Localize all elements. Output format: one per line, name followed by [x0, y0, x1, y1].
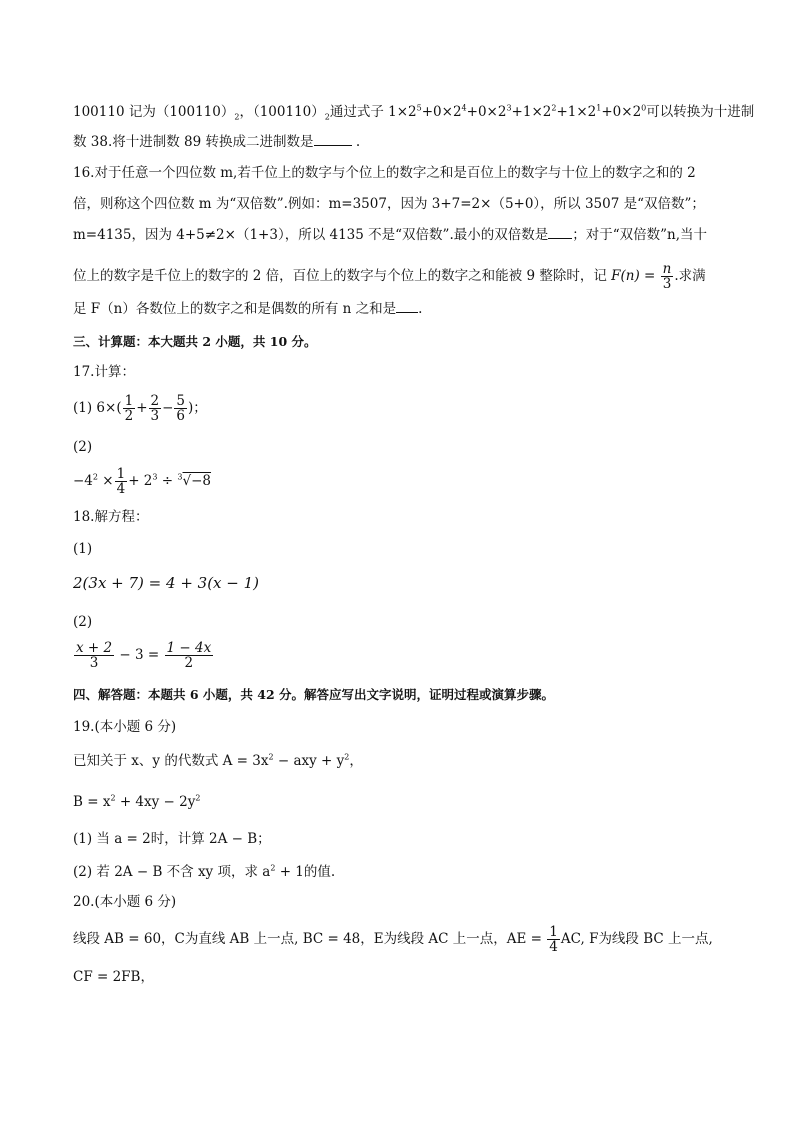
q16-line5: 足 F（n）各数位上的数字之和是偶数的所有 n 之和是 .	[73, 301, 423, 317]
q16-line2: 倍，则称这个四位数 m 为“双倍数”.例如：m=3507，因为 3+7=2×（5+0），所以 3507 是“双倍数”；	[73, 196, 705, 212]
q18-part2-equation: $\frac{x + 2}{3}$ − 3 = $\frac{1 - 4x}{2}$	[76, 640, 212, 671]
q17-part1: (1) 6×( $\frac{1}{2}$ + $\frac{2}{3}$ − $\frac{5}{6}$ )；	[73, 393, 207, 424]
q19-part1: (1) 当 a = 2时，计算 2A − B；	[73, 831, 271, 847]
q15-line2: 数 38.将十进制数 89 转换成二进制数是 .	[73, 134, 361, 150]
q19-part2: (2) 若 2A − B 不含 xy 项，求 $a^2 + 1$的值.	[73, 863, 336, 880]
q17-title: 17.计算：	[73, 364, 135, 380]
q18-part1-equation: 2(3x + 7) = 4 + 3(x − 1)	[73, 574, 260, 592]
q16-line3: m=4135，因为 4+5≠2×（1+3），所以 4135 不是“双倍数”.最小的双倍数是 ；对于“双倍数”n,当十	[73, 227, 708, 243]
q18-part1-label: (1)	[73, 541, 93, 557]
section-4-heading: 四、解答题：本题共 6 小题，共 42 分。解答应写出文字说明，证明过程或演算步骤。	[73, 687, 555, 702]
q20-line1: 线段 AB = 60，C为直线 AB 上一点, BC = 48，E为线段 AC 上一点，AE = $\frac{1}{4}$ AC, F为线段 BC 上一点,	[73, 924, 713, 955]
q20-line2: CF = 2FB，	[73, 969, 154, 985]
answer-blank	[396, 300, 418, 313]
q17-part2-expr: $-4^2$ × $\frac{1}{4}$ + $2^3 \div ^3√-8$	[73, 466, 212, 497]
q19-title: 19.(本小题 6 分)	[73, 719, 177, 735]
q19-line2: $B = x^2 + 4xy - 2y^2$	[73, 793, 201, 810]
q20-title: 20.(本小题 6 分)	[73, 894, 177, 910]
q16-line4: 位上的数字是千位上的数字的 2 倍，百位上的数字与个位上的数字之和能被 9 整除时，记 F(n) = $\frac{n}{3}$ .求满	[73, 261, 706, 292]
q18-part2-label: (2)	[73, 614, 93, 630]
q17-part2-label: (2)	[73, 439, 93, 455]
q18-title: 18.解方程：	[73, 509, 149, 525]
q16-line1: 16.对于任意一个四位数 m,若千位上的数字与个位上的数字之和是百位上的数字与十位上的数字之和的 2	[73, 165, 696, 181]
answer-blank	[548, 226, 572, 239]
section-3-heading: 三、计算题：本大题共 2 小题，共 10 分。	[73, 334, 317, 349]
q19-line1: 已知关于 x、y 的代数式 $A = 3x^2$ − axy + $y^2$，	[73, 752, 363, 769]
fraction-n-over-3: $\frac{n}{3}$	[662, 261, 672, 292]
answer-blank	[314, 133, 352, 146]
q15-line1: 100110 记为$(100110)_2$，$(100110)_2$通过式子 $1\times 2^5+0\times 2^4+0\times 2^3+1\times 2^2+1\times 2^1+0\times 2^0$可以转换为十进制	[73, 103, 755, 122]
